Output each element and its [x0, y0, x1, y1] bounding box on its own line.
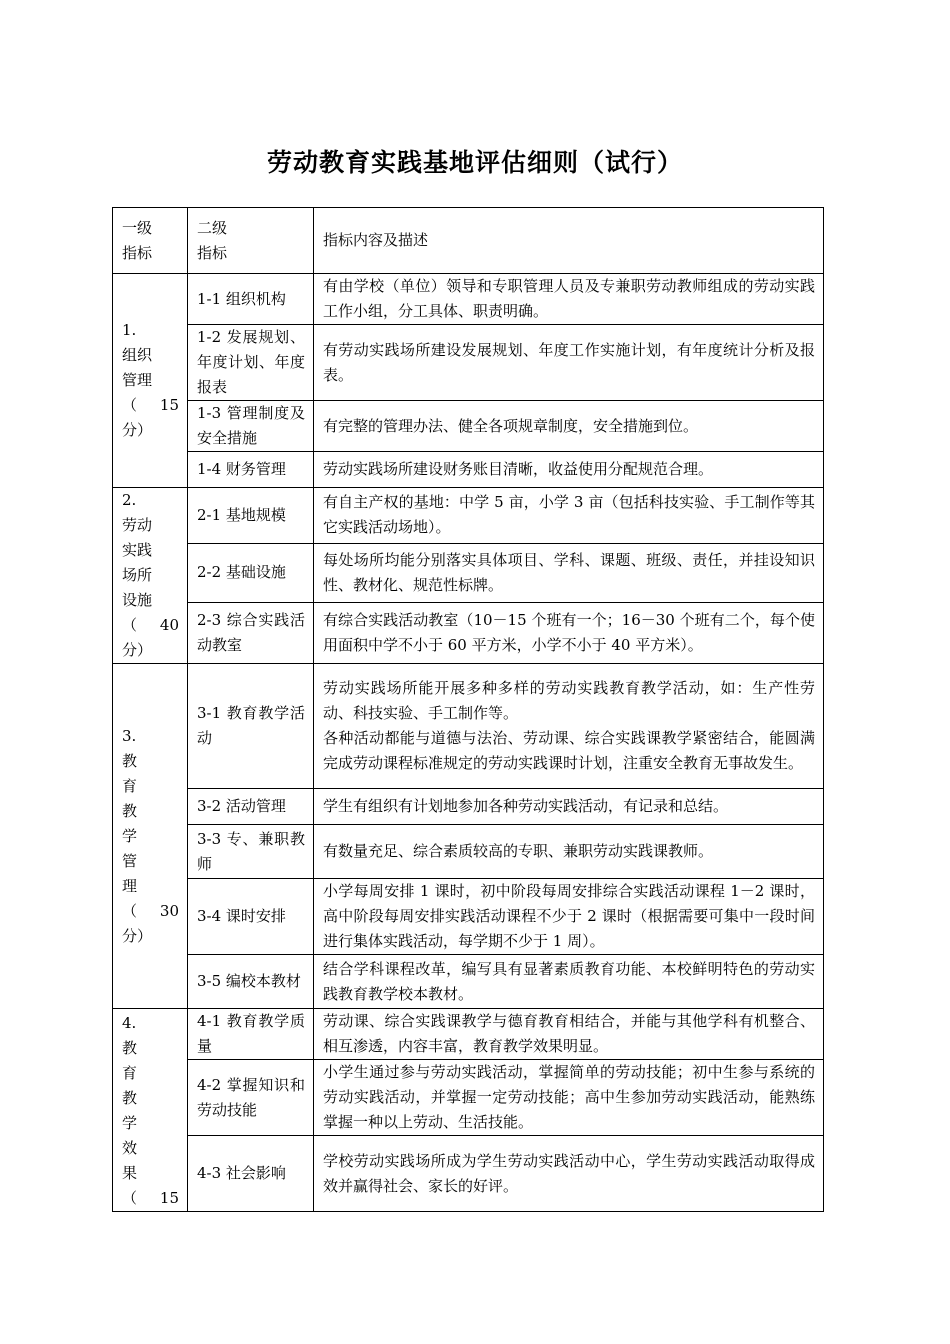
score-close: 分） — [122, 421, 153, 439]
level2-label: 1-4 财务管理 — [197, 460, 286, 478]
level1-indicator — [113, 274, 188, 488]
level2-indicator — [188, 488, 314, 544]
header-row — [113, 208, 824, 274]
score-open: （ — [122, 1189, 138, 1207]
level2-indicator — [188, 825, 314, 879]
score-value: 15 — [159, 396, 179, 414]
score-line — [122, 613, 179, 638]
level2-indicator — [188, 543, 314, 602]
level1-indicator — [113, 664, 188, 1009]
level2-label: 3-5 编校本教材 — [197, 972, 301, 990]
description-text: 劳动实践场所能开展多种多样的劳动实践教育教学活动，如：生产性劳动、科技实验、手工制作等。 — [323, 679, 815, 722]
indicator-description — [314, 789, 824, 825]
table-row — [113, 879, 824, 955]
score-value: 15 — [159, 1189, 179, 1207]
level2-label: 3-3 专、兼职教师 — [197, 829, 305, 873]
description-text: 劳动课、综合实践课教学与德育教育相结合，并能与其他学科有机整合、相互渗透，内容丰富，教育教学效果明显。 — [323, 1012, 815, 1055]
score-open: （ — [122, 616, 138, 634]
table-row — [113, 1136, 824, 1212]
level2-indicator — [188, 452, 314, 488]
level1-indicator — [113, 488, 188, 664]
page-title: 劳动教育实践基地评估细则（试行） — [266, 148, 683, 177]
header-desc-label: 指标内容及描述 — [323, 231, 429, 249]
level2-label: 2-3 综合实践活动教室 — [197, 610, 305, 654]
description-text: 每处场所均能分别落实具体项目、学科、课题、班级、责任，并挂设知识性、教材化、规范性标牌。 — [323, 550, 815, 594]
level2-indicator — [188, 1009, 314, 1060]
level2-indicator — [188, 664, 314, 789]
level2-indicator — [188, 274, 314, 325]
indicator-description — [314, 325, 824, 401]
level2-label: 1-1 组织机构 — [197, 289, 286, 308]
description-text: 结合学科课程改革，编写具有显著素质教育功能、本校鲜明特色的劳动实践教育教学校本教材。 — [323, 959, 815, 1003]
table-row — [113, 664, 824, 789]
table-row — [113, 401, 824, 452]
level2-label: 1-2 发展规划、年度计划、年度报表 — [197, 328, 305, 396]
table-row — [113, 325, 824, 401]
description-text: 有自主产权的基地：中学 5 亩，小学 3 亩（包括科技实验、手工制作等其它实践活动场地）。 — [323, 493, 815, 537]
level1-label: 2. 劳动 实践 场所 设施 — [122, 491, 153, 609]
level1-label: 4. 教 育 教 学 效 果 — [122, 1014, 138, 1182]
score-close: 分） — [122, 926, 153, 945]
header-level2 — [188, 208, 314, 274]
level2-label: 3-4 课时安排 — [197, 907, 286, 925]
indicator-description — [314, 488, 824, 544]
level2-label: 2-1 基地规模 — [197, 505, 286, 524]
description-text: 有综合实践活动教室（10－15 个班有一个；16－30 个班有二个，每个使用面积中学不小于 60 平方米，小学不小于 40 平方米）。 — [323, 610, 815, 654]
score-open: （ — [122, 396, 138, 414]
indicator-description — [314, 879, 824, 955]
table-row — [113, 1009, 824, 1060]
level2-indicator — [188, 1136, 314, 1212]
indicator-description — [314, 1136, 824, 1212]
level1-label: 3. 教 育 教 学 管 理 — [122, 726, 138, 895]
score-line — [122, 393, 179, 418]
level2-indicator — [188, 879, 314, 955]
table-row — [113, 543, 824, 602]
level2-indicator — [188, 602, 314, 663]
description-text: 小学生通过参与劳动实践活动，掌握简单的劳动技能；初中生参与系统的劳动实践活动，并掌握一定劳动技能；高中生参加劳动实践活动，能熟练掌握一种以上劳动、生活技能。 — [323, 1063, 815, 1131]
indicator-description — [314, 664, 824, 789]
score-line — [122, 1186, 179, 1211]
table-row — [113, 955, 824, 1009]
header-level1-label: 一级 指标 — [122, 218, 153, 262]
level1-indicator — [113, 1009, 188, 1212]
indicator-description — [314, 602, 824, 663]
header-level1 — [113, 208, 188, 274]
indicator-description — [314, 825, 824, 879]
header-desc — [314, 208, 824, 274]
description-text: 有数量充足、综合素质较高的专职、兼职劳动实践课教师。 — [323, 842, 714, 860]
description-text: 有由学校（单位）领导和专职管理人员及专兼职劳动教师组成的劳动实践工作小组，分工具体、职责明确。 — [323, 277, 815, 320]
description-text: 小学每周安排 1 课时，初中阶段每周安排综合实践活动课程 1－2 课时，高中阶段每周安排实践活动课程不少于 2 课时（根据需要可集中一段时间进行集体实践活动，每学期不少于 1 周）。 — [323, 882, 815, 950]
level2-indicator — [188, 401, 314, 452]
indicator-description — [314, 274, 824, 325]
score-line — [122, 899, 179, 924]
indicator-description — [314, 1060, 824, 1136]
level2-indicator — [188, 789, 314, 825]
score-close: 分） — [122, 641, 153, 659]
level2-label: 3-2 活动管理 — [197, 797, 286, 815]
level2-label: 4-1 教育教学质量 — [197, 1012, 305, 1055]
level2-label: 2-2 基础设施 — [197, 563, 286, 582]
score-value: 40 — [159, 616, 179, 634]
description-text: 有劳动实践场所建设发展规划、年度工作实施计划，有年度统计分析及报表。 — [323, 340, 815, 384]
level2-indicator — [188, 325, 314, 401]
table-row — [113, 488, 824, 544]
level2-label: 4-2 掌握知识和劳动技能 — [197, 1075, 305, 1119]
level2-label: 1-3 管理制度及安全措施 — [197, 404, 305, 447]
table-row — [113, 602, 824, 663]
table-row — [113, 825, 824, 879]
level1-label: 1. 组织 管理 — [122, 321, 153, 389]
indicator-description — [314, 452, 824, 488]
indicator-description — [314, 955, 824, 1009]
header-level2-label: 二级 指标 — [197, 218, 228, 262]
table-row — [113, 274, 824, 325]
description-text: 劳动实践场所建设财务账目清晰，收益使用分配规范合理。 — [323, 460, 714, 478]
table-row — [113, 789, 824, 825]
table-row — [113, 1060, 824, 1136]
indicator-description — [314, 543, 824, 602]
description-text: 各种活动都能与道德与法治、劳动课、综合实践课教学紧密结合，能圆满完成劳动课程标准规定的劳动实践课时计划，注重安全教育无事故发生。 — [323, 729, 815, 772]
level2-label: 3-1 教育教学活动 — [197, 704, 305, 747]
description-text: 学校劳动实践场所成为学生劳动实践活动中心，学生劳动实践活动取得成效并赢得社会、家长的好评。 — [323, 1151, 815, 1195]
score-value: 30 — [159, 901, 179, 920]
table-row — [113, 452, 824, 488]
level2-label: 4-3 社会影响 — [197, 1164, 286, 1182]
score-open: （ — [122, 901, 138, 920]
indicator-description — [314, 401, 824, 452]
indicator-description — [314, 1009, 824, 1060]
level2-indicator — [188, 955, 314, 1009]
description-text: 学生有组织有计划地参加各种劳动实践活动，有记录和总结。 — [323, 797, 729, 815]
description-text: 有完整的管理办法、健全各项规章制度，安全措施到位。 — [323, 416, 699, 435]
level2-indicator — [188, 1060, 314, 1136]
evaluation-table — [112, 207, 824, 1212]
